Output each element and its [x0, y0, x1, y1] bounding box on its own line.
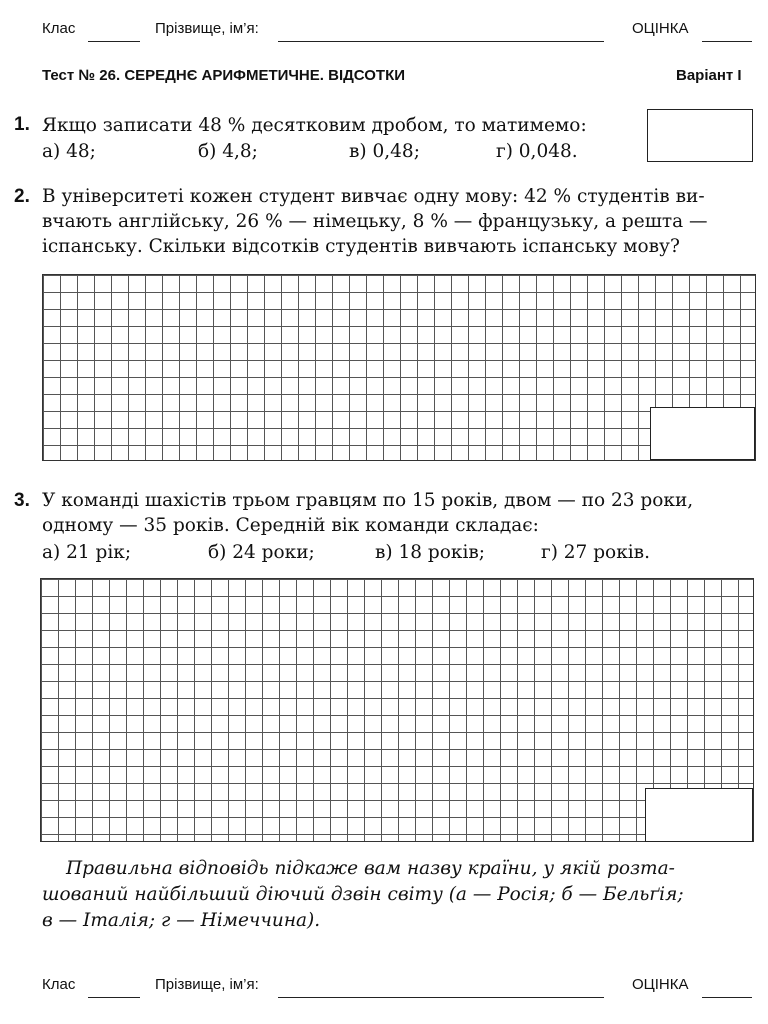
question-text: Якщо записати 48 % десятковим дробом, то матимемо: — [42, 115, 587, 136]
question-line: вчають англійську, 26 % — німецьку, 8 % — французьку, а решта — — [42, 211, 708, 232]
note-line: в — Італія; г — Німеччина). — [42, 910, 321, 931]
work-grid[interactable] — [42, 274, 756, 461]
question-line: іспанську. Скільки відсотків студентів вивчають іспанську мову? — [42, 236, 680, 257]
name-field[interactable] — [278, 41, 604, 42]
question-line: одному — 35 років. Середній вік команди складає: — [42, 515, 539, 536]
test-title: Тест № 26. СЕРЕДНЄ АРИФМЕТИЧНЕ. ВІДСОТКИ — [42, 67, 406, 84]
grade-label: ОЦІНКА — [632, 976, 689, 993]
answer-box[interactable] — [650, 407, 755, 460]
answer-box[interactable] — [647, 109, 753, 162]
grade-label: ОЦІНКА — [632, 20, 689, 37]
class-label: Клас — [42, 20, 76, 37]
name-label: Прізвище, ім’я: — [155, 20, 259, 37]
question-line: В університеті кожен студент вивчає одну мову: 42 % студентів ви- — [42, 186, 705, 207]
variant-label: Варіант І — [676, 67, 742, 84]
answer-box[interactable] — [645, 788, 753, 842]
note-line: Правильна відповідь підкаже вам назву країни, у якій розта- — [66, 858, 675, 879]
option-g[interactable]: г) 0,048. — [496, 141, 578, 162]
class-field[interactable] — [88, 41, 140, 42]
grade-field[interactable] — [702, 41, 752, 42]
option-b[interactable]: б) 24 роки; — [208, 542, 315, 563]
question-number: 1. — [14, 114, 30, 135]
question-text — [42, 184, 708, 259]
option-a[interactable]: а) 48; — [42, 141, 96, 162]
grade-field[interactable] — [702, 997, 752, 998]
question-number: 3. — [14, 490, 30, 511]
hint-note — [42, 856, 684, 934]
option-v[interactable]: в) 18 років; — [375, 542, 486, 563]
question-text — [42, 488, 693, 538]
option-g[interactable]: г) 27 років. — [541, 542, 650, 563]
option-a[interactable]: а) 21 рік; — [42, 542, 132, 563]
class-field[interactable] — [88, 997, 140, 998]
name-label: Прізвище, ім’я: — [155, 976, 259, 993]
class-label: Клас — [42, 976, 76, 993]
question-number: 2. — [14, 186, 30, 207]
note-line: шований найбільший діючий дзвін світу (а — Росія; б — Бельґія; — [42, 884, 684, 905]
name-field[interactable] — [278, 997, 604, 998]
question-line: У команді шахістів трьом гравцям по 15 років, двом — по 23 роки, — [42, 490, 694, 511]
option-b[interactable]: б) 4,8; — [198, 141, 258, 162]
option-v[interactable]: в) 0,48; — [349, 141, 420, 162]
